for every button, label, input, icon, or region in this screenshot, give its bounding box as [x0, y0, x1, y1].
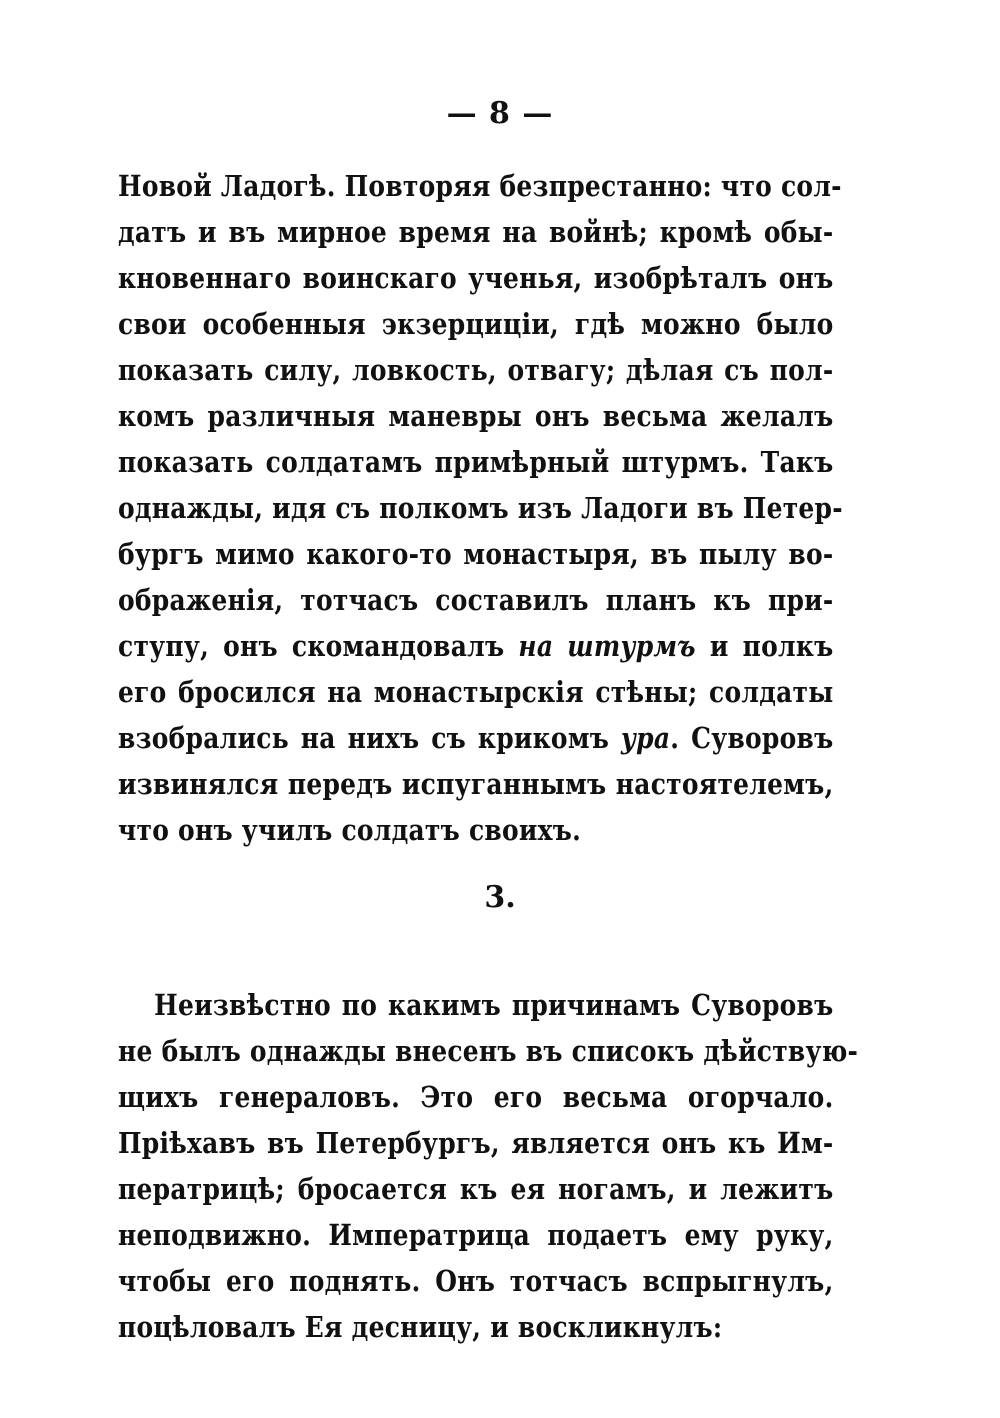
- text-line: Пріѣхавъ въ Петербургъ, является онъ къ Им-: [118, 1126, 834, 1160]
- text-line: бургъ мимо какого-то монастыря, въ пылу во-: [118, 537, 834, 571]
- page-number: — 8 —: [446, 96, 554, 131]
- text-line: однажды, идя съ полкомъ изъ Ладоги въ Петер-: [118, 491, 843, 525]
- text-line: не былъ однажды внесенъ въ списокъ дѣйствую-: [118, 1034, 859, 1068]
- text-line: показать силу, ловкость, отвагу; дѣлая съ пол-: [118, 353, 834, 387]
- text-line: показать солдатамъ примѣрный штурмъ. Такъ: [118, 445, 834, 479]
- text-line: датъ и въ мирное время на войнѣ; кромѣ обы-: [118, 215, 834, 249]
- text-line: извинялся передъ испуганнымъ настоятелемъ,: [118, 767, 834, 801]
- text-line-with-italic: [118, 623, 834, 669]
- paragraph-1: [118, 163, 843, 853]
- text-line-with-italic: [118, 715, 834, 761]
- italic-phrase: на штурмъ: [518, 629, 696, 663]
- text-segment: и полкъ: [695, 629, 834, 663]
- text-line: Новой Ладогѣ. Повторяя безпрестанно: что сол-: [118, 169, 842, 203]
- text-line: свои особенныя экзерциціи, гдѣ можно было: [118, 307, 834, 341]
- text-line: Неизвѣстно по какимъ причинамъ Суворовъ: [154, 988, 834, 1022]
- text-line: что онъ училъ солдатъ своихъ.: [118, 813, 582, 847]
- text-line: поцѣловалъ Ея десницу, и воскликнулъ:: [118, 1310, 723, 1344]
- text-line: ображенія, тотчасъ составилъ планъ къ при-: [118, 583, 834, 617]
- section-number: 3.: [484, 880, 516, 915]
- text-segment: ступу, онъ скомандовалъ: [118, 629, 519, 663]
- text-segment: взобрались на нихъ съ крикомъ: [118, 721, 622, 755]
- paragraph-2: [118, 982, 859, 1350]
- text-line: неподвижно. Императрица подаетъ ему руку,: [118, 1218, 834, 1252]
- text-line: кновеннаго воинскаго ученья, изобрѣталъ онъ: [118, 261, 834, 295]
- text-line: ператрицѣ; бросается къ ея ногамъ, и лежитъ: [118, 1172, 834, 1206]
- text-line: щихъ генераловъ. Это его весьма огорчало.: [118, 1080, 834, 1114]
- text-line: комъ различныя маневры онъ весьма желалъ: [118, 399, 834, 433]
- text-segment: . Суворовъ: [670, 721, 834, 755]
- text-line: его бросился на монастырскія стѣны; солдаты: [118, 675, 834, 709]
- italic-phrase: ура: [621, 721, 671, 755]
- text-line: чтобы его поднять. Онъ тотчасъ вспрыгнулъ,: [118, 1264, 834, 1298]
